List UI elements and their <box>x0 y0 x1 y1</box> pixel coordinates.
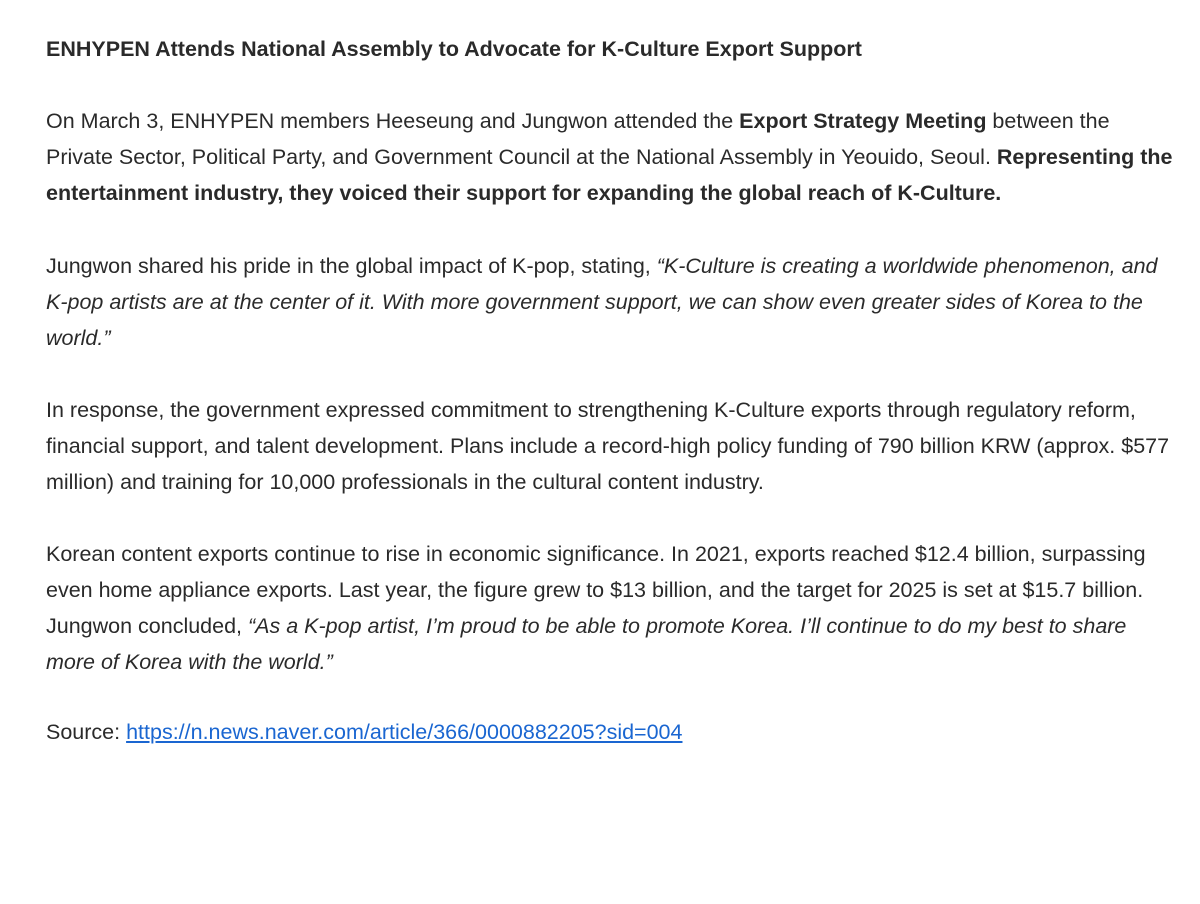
paragraph-export-figures: Korean content exports continue to rise in economic significance. In 2021, exports reached $12.4 billion, surpassing even home appliance exports. Last year, the figure grew to $13 billion, and the target for 2025 is set at $15.7 billion. <box>46 542 1146 602</box>
paragraph-meeting <box>46 103 1176 211</box>
conclusion-intro: Jungwon concluded, <box>46 614 249 638</box>
quote-intro: Jungwon shared his pride in the global impact of K-pop, stating, <box>46 254 657 278</box>
paragraph-jungwon-quote <box>46 248 1176 356</box>
paragraph-government-response: In response, the government expressed commitment to strengthening K-Culture exports through regulatory reform, financial support, and talent development. Plans include a record-high policy funding of 790 billion KRW (approx. $577 million) and training for 10,000 professionals in the cultural content industry. <box>46 398 1170 494</box>
meeting-name: Export Strategy Meeting <box>739 109 987 133</box>
paragraph-meeting-text-2: between the Private Sector, Political Party, and Government Council at the National Assembly in Yeouido, Seoul. <box>46 109 1110 169</box>
article <box>46 31 1176 750</box>
conclusion-quote: “As a K-pop artist, I’m proud to be able to promote Korea. I’ll continue to do my best to share more of Korea with the world.” <box>46 614 1127 674</box>
source-link[interactable]: https://n.news.naver.com/article/366/0000882205?sid=004 <box>126 720 683 744</box>
support-statement: Representing the entertainment industry, they voiced their support for expanding the global reach of K-Culture. <box>46 145 1173 205</box>
source-label: Source: <box>46 720 127 744</box>
source-line <box>46 714 1176 750</box>
jungwon-quote: “K-Culture is creating a worldwide phenomenon, and K-pop artists are at the center of it. With more government support, we can show even greater sides of Korea to the world.” <box>46 254 1158 350</box>
paragraph-meeting-text-1: On March 3, ENHYPEN members Heeseung and Jungwon attended the <box>46 109 740 133</box>
paragraph-conclusion <box>46 608 1176 680</box>
article-title: ENHYPEN Attends National Assembly to Advocate for K-Culture Export Support <box>46 37 862 61</box>
